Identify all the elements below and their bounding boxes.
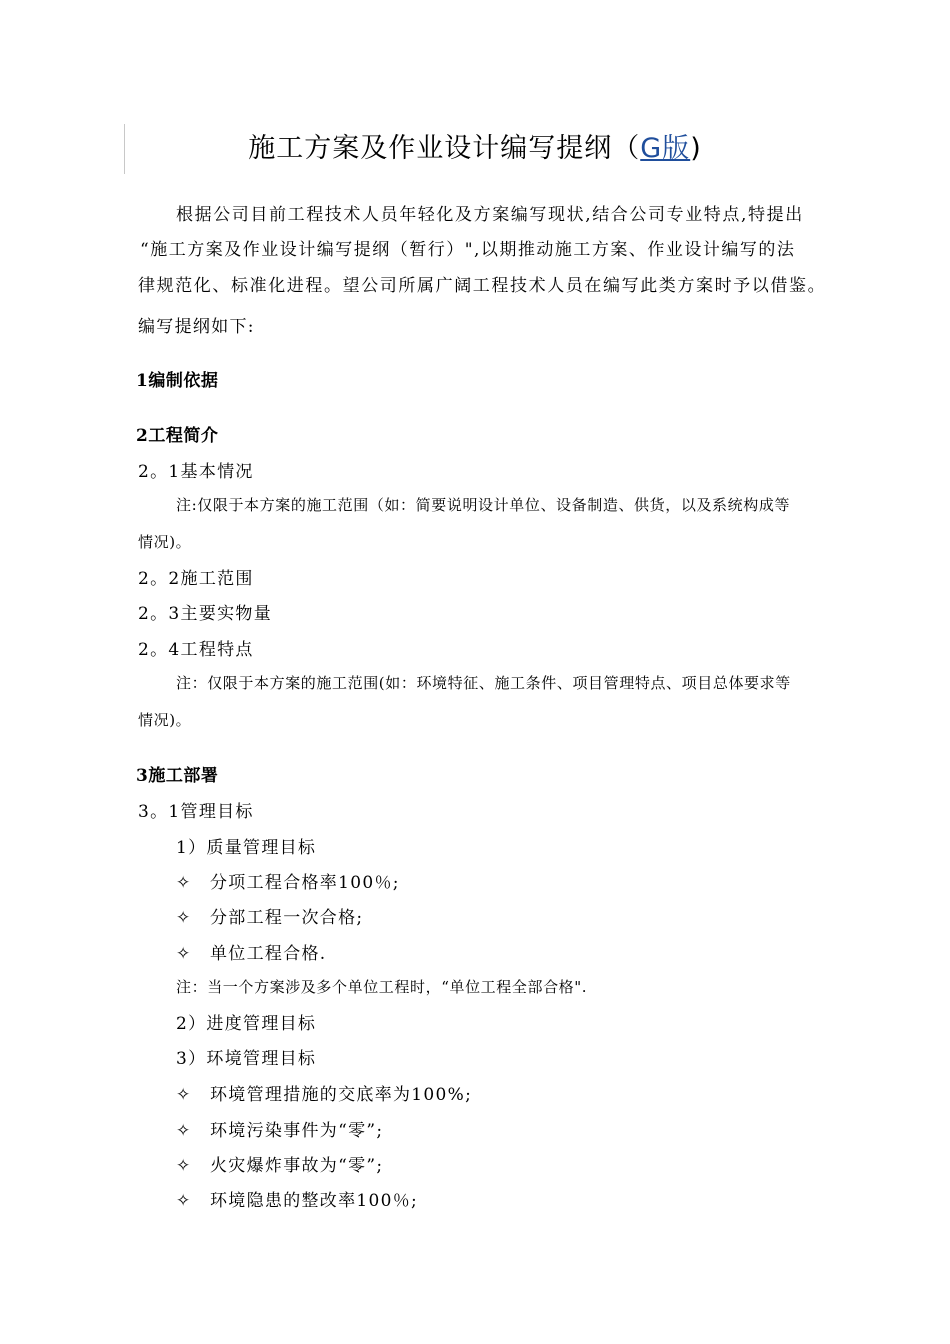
note-2-line-1: 注：仅限于本方案的施工范围(如：环境特征、施工条件、项目管理特点、项目总体要求等 xyxy=(176,674,791,692)
environment-item-2: 环境污染事件为“零”; xyxy=(210,1121,384,1141)
intro-line-1: 根据公司目前工程技术人员年轻化及方案编写现状,结合公司专业特点,特提出 xyxy=(176,205,804,225)
diamond-bullet-icon: ✧ xyxy=(176,908,192,928)
list-item xyxy=(176,868,400,893)
list-item xyxy=(176,1186,418,1211)
diamond-bullet-icon: ✧ xyxy=(176,944,192,964)
environment-item-4: 环境隐患的整改率100％; xyxy=(210,1191,419,1211)
intro-line-2: “施工方案及作业设计编写提纲（暂行）",以期推动施工方案、作业设计编写的法 xyxy=(140,240,796,260)
intro-line-4: 编写提纲如下: xyxy=(138,317,255,337)
diamond-bullet-icon: ✧ xyxy=(176,1121,192,1141)
diamond-bullet-icon: ✧ xyxy=(176,1156,192,1176)
page-title xyxy=(0,126,950,165)
diamond-bullet-icon: ✧ xyxy=(176,873,192,893)
environment-item-3: 火灾爆炸事故为“零”; xyxy=(210,1156,384,1176)
subsection-2-3: 2。3主要实物量 xyxy=(138,604,273,624)
list-item xyxy=(176,939,327,964)
section-1-heading: 1编制依据 xyxy=(136,371,219,391)
list-item xyxy=(176,1116,383,1141)
subsection-2-1: 2。1基本情况 xyxy=(138,462,254,482)
quality-item-2: 分部工程一次合格; xyxy=(210,908,364,928)
subsection-2-2: 2。2施工范围 xyxy=(138,569,254,589)
section-2-heading: 2工程简介 xyxy=(136,426,219,446)
title-text: 施工方案及作业设计编写提纲（ xyxy=(248,133,641,164)
diamond-bullet-icon: ✧ xyxy=(176,1191,192,1211)
note-1-line-1: 注:仅限于本方案的施工范围（如：简要说明设计单位、设备制造、供货，以及系统构成等 xyxy=(176,496,791,514)
environment-goal-heading: 3）环境管理目标 xyxy=(176,1049,317,1069)
note-1-line-2: 情况)。 xyxy=(138,533,192,551)
quality-goal-heading: 1）质量管理目标 xyxy=(176,838,317,858)
list-item xyxy=(176,903,363,928)
intro-line-3: 律规范化、标准化进程。望公司所属广阔工程技术人员在编写此类方案时予以借鉴。 xyxy=(138,276,827,296)
subsection-3-1: 3。1管理目标 xyxy=(138,802,254,822)
version-link[interactable]: G版 xyxy=(640,133,691,164)
quality-item-3: 单位工程合格. xyxy=(210,944,327,964)
environment-item-1: 环境管理措施的交底率为100%; xyxy=(210,1085,473,1105)
title-end: ) xyxy=(690,133,702,164)
list-item xyxy=(176,1080,472,1105)
section-3-heading: 3施工部署 xyxy=(136,766,219,786)
quality-item-1: 分项工程合格率100％; xyxy=(210,873,400,893)
note-3: 注：当一个方案涉及多个单位工程时，“单位工程全部合格". xyxy=(176,978,588,996)
subsection-2-4: 2。4工程特点 xyxy=(138,640,254,660)
list-item xyxy=(176,1151,383,1176)
diamond-bullet-icon: ✧ xyxy=(176,1085,192,1105)
schedule-goal-heading: 2）进度管理目标 xyxy=(176,1014,317,1034)
note-2-line-2: 情况)。 xyxy=(138,711,192,729)
